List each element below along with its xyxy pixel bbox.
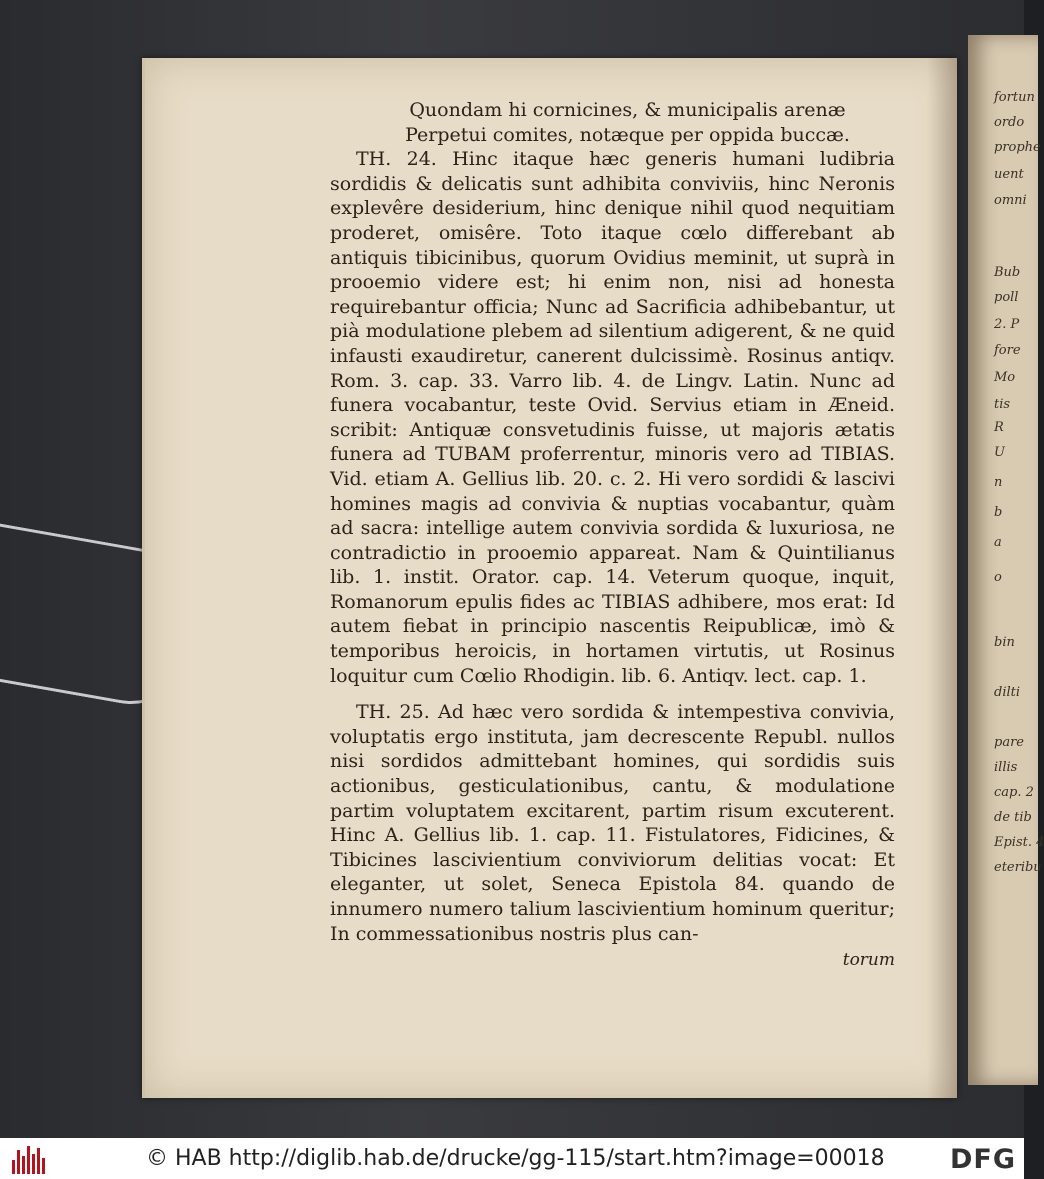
margin-fragment: fore	[994, 343, 1021, 358]
margin-fragment: ordo	[994, 115, 1025, 130]
margin-fragment: de tib	[994, 810, 1032, 825]
margin-fragment: Bub	[994, 265, 1021, 280]
margin-fragment: cap. 2	[994, 785, 1034, 800]
dfg-logo: DFG	[949, 1144, 1016, 1175]
margin-fragment: prophe	[994, 140, 1041, 155]
margin-fragment: bin	[994, 635, 1015, 650]
facing-page-edge	[968, 35, 1044, 1085]
thesis-25: TH. 25. Ad hæc vero sordida & intempestiva convivia, voluptatis ergo instituta, jam decrescente Republ. nullos nisi sordidos admittebant homines, qui sordidis suis actionibus, gesticulationibus, cantu, & modulatione partim voluptatem excitarent, partim risum excuterent. Hinc A. Gellius lib. 1. cap. 11. Fistulatores, Fidicines, & Tibicines lascivientium conviviorum delitias vocat: Et eleganter, ut solet, Seneca Epistola 84. quando de innumero numero talium lascivientium hominum queritur; In commessationibus nostris plus can-	[330, 701, 895, 945]
margin-fragment: illis	[994, 760, 1018, 775]
verse-line: Perpetui comites, notæque per oppida buccæ.	[405, 123, 850, 146]
citation-link[interactable]: © HAB http://diglib.hab.de/drucke/gg-115/start.htm?image=00018	[146, 1146, 885, 1171]
margin-fragment: Mo	[994, 370, 1016, 385]
margin-fragment: uent	[994, 167, 1024, 182]
margin-fragment: R	[994, 420, 1004, 435]
margin-fragment: o	[994, 570, 1002, 585]
margin-fragment: tis	[994, 397, 1011, 412]
margin-fragment: fortun	[994, 90, 1035, 105]
hab-logo-icon	[12, 1144, 46, 1174]
margin-fragment: Epist. 4	[994, 835, 1044, 850]
margin-fragment: eteribu	[994, 860, 1042, 875]
margin-fragment: 2. P	[994, 317, 1020, 332]
verse-line: Quondam hi cornicines, & municipalis arenæ	[409, 99, 846, 121]
margin-fragment: omni	[994, 193, 1027, 208]
margin-fragment: b	[994, 505, 1003, 520]
margin-fragment: a	[994, 535, 1002, 550]
footer-bar	[0, 1138, 1024, 1179]
margin-fragment: pare	[994, 735, 1024, 750]
margin-fragment: dilti	[994, 685, 1021, 700]
page-text	[330, 98, 895, 973]
margin-fragment: n	[994, 475, 1003, 490]
thesis-24: TH. 24. Hinc itaque hæc generis humani ludibria sordidis & delicatis sunt adhibita conviviis, hinc Neronis explevêre desiderium, hinc denique nihil quod nequitiam proderet, omisêre. Toto itaque cœlo differebant ab antiquis tibicinibus, quorum Ovidius meminit, ut suprà in prooemio videre est; hi enim non, nisi ad honesta requirebantur officia; Nunc ad Sacrificia adhibebantur, ut pià modulatione plebem ad silentium adigerent, & ne quid infausti exaudiretur, canerent dulcissimè. Rosinus antiqv. Rom. 3. cap. 33. Varro lib. 4. de Lingv. Latin. Nunc ad funera vocabantur, teste Ovid. Servius etiam in Æneid. scribit: Antiquæ consvetudinis fuisse, ut majoris ætatis funera ad TUBAM proferrentur, minoris vero ad TIBIAS. Vid. etiam A. Gellius lib. 20. c. 2. Hi vero sordidi & lascivi homines magis ad convivia & nuptias vocabantur, quàm ad sacra: intellige autem convivia sordida & luxuriosa, ne contradictio in prooemio appareat. Nam & Quintilianus lib. 1. instit. Orator. cap. 14. Veterum quoque, inquit, Romanorum epulis fides ac TIBIAS adhibere, mos erat: Id autem fiebat in principio nascentis Reipublicæ, imò & temporibus heroicis, in hortamen virtutis, ut Rosinus loquitur cum Cœlio Rhodigin. lib. 6. Antiqv. lect. cap. 1.	[330, 148, 895, 687]
margin-fragment: poll	[994, 290, 1019, 305]
margin-fragment: U	[994, 445, 1005, 460]
catchword: torum	[842, 950, 895, 971]
